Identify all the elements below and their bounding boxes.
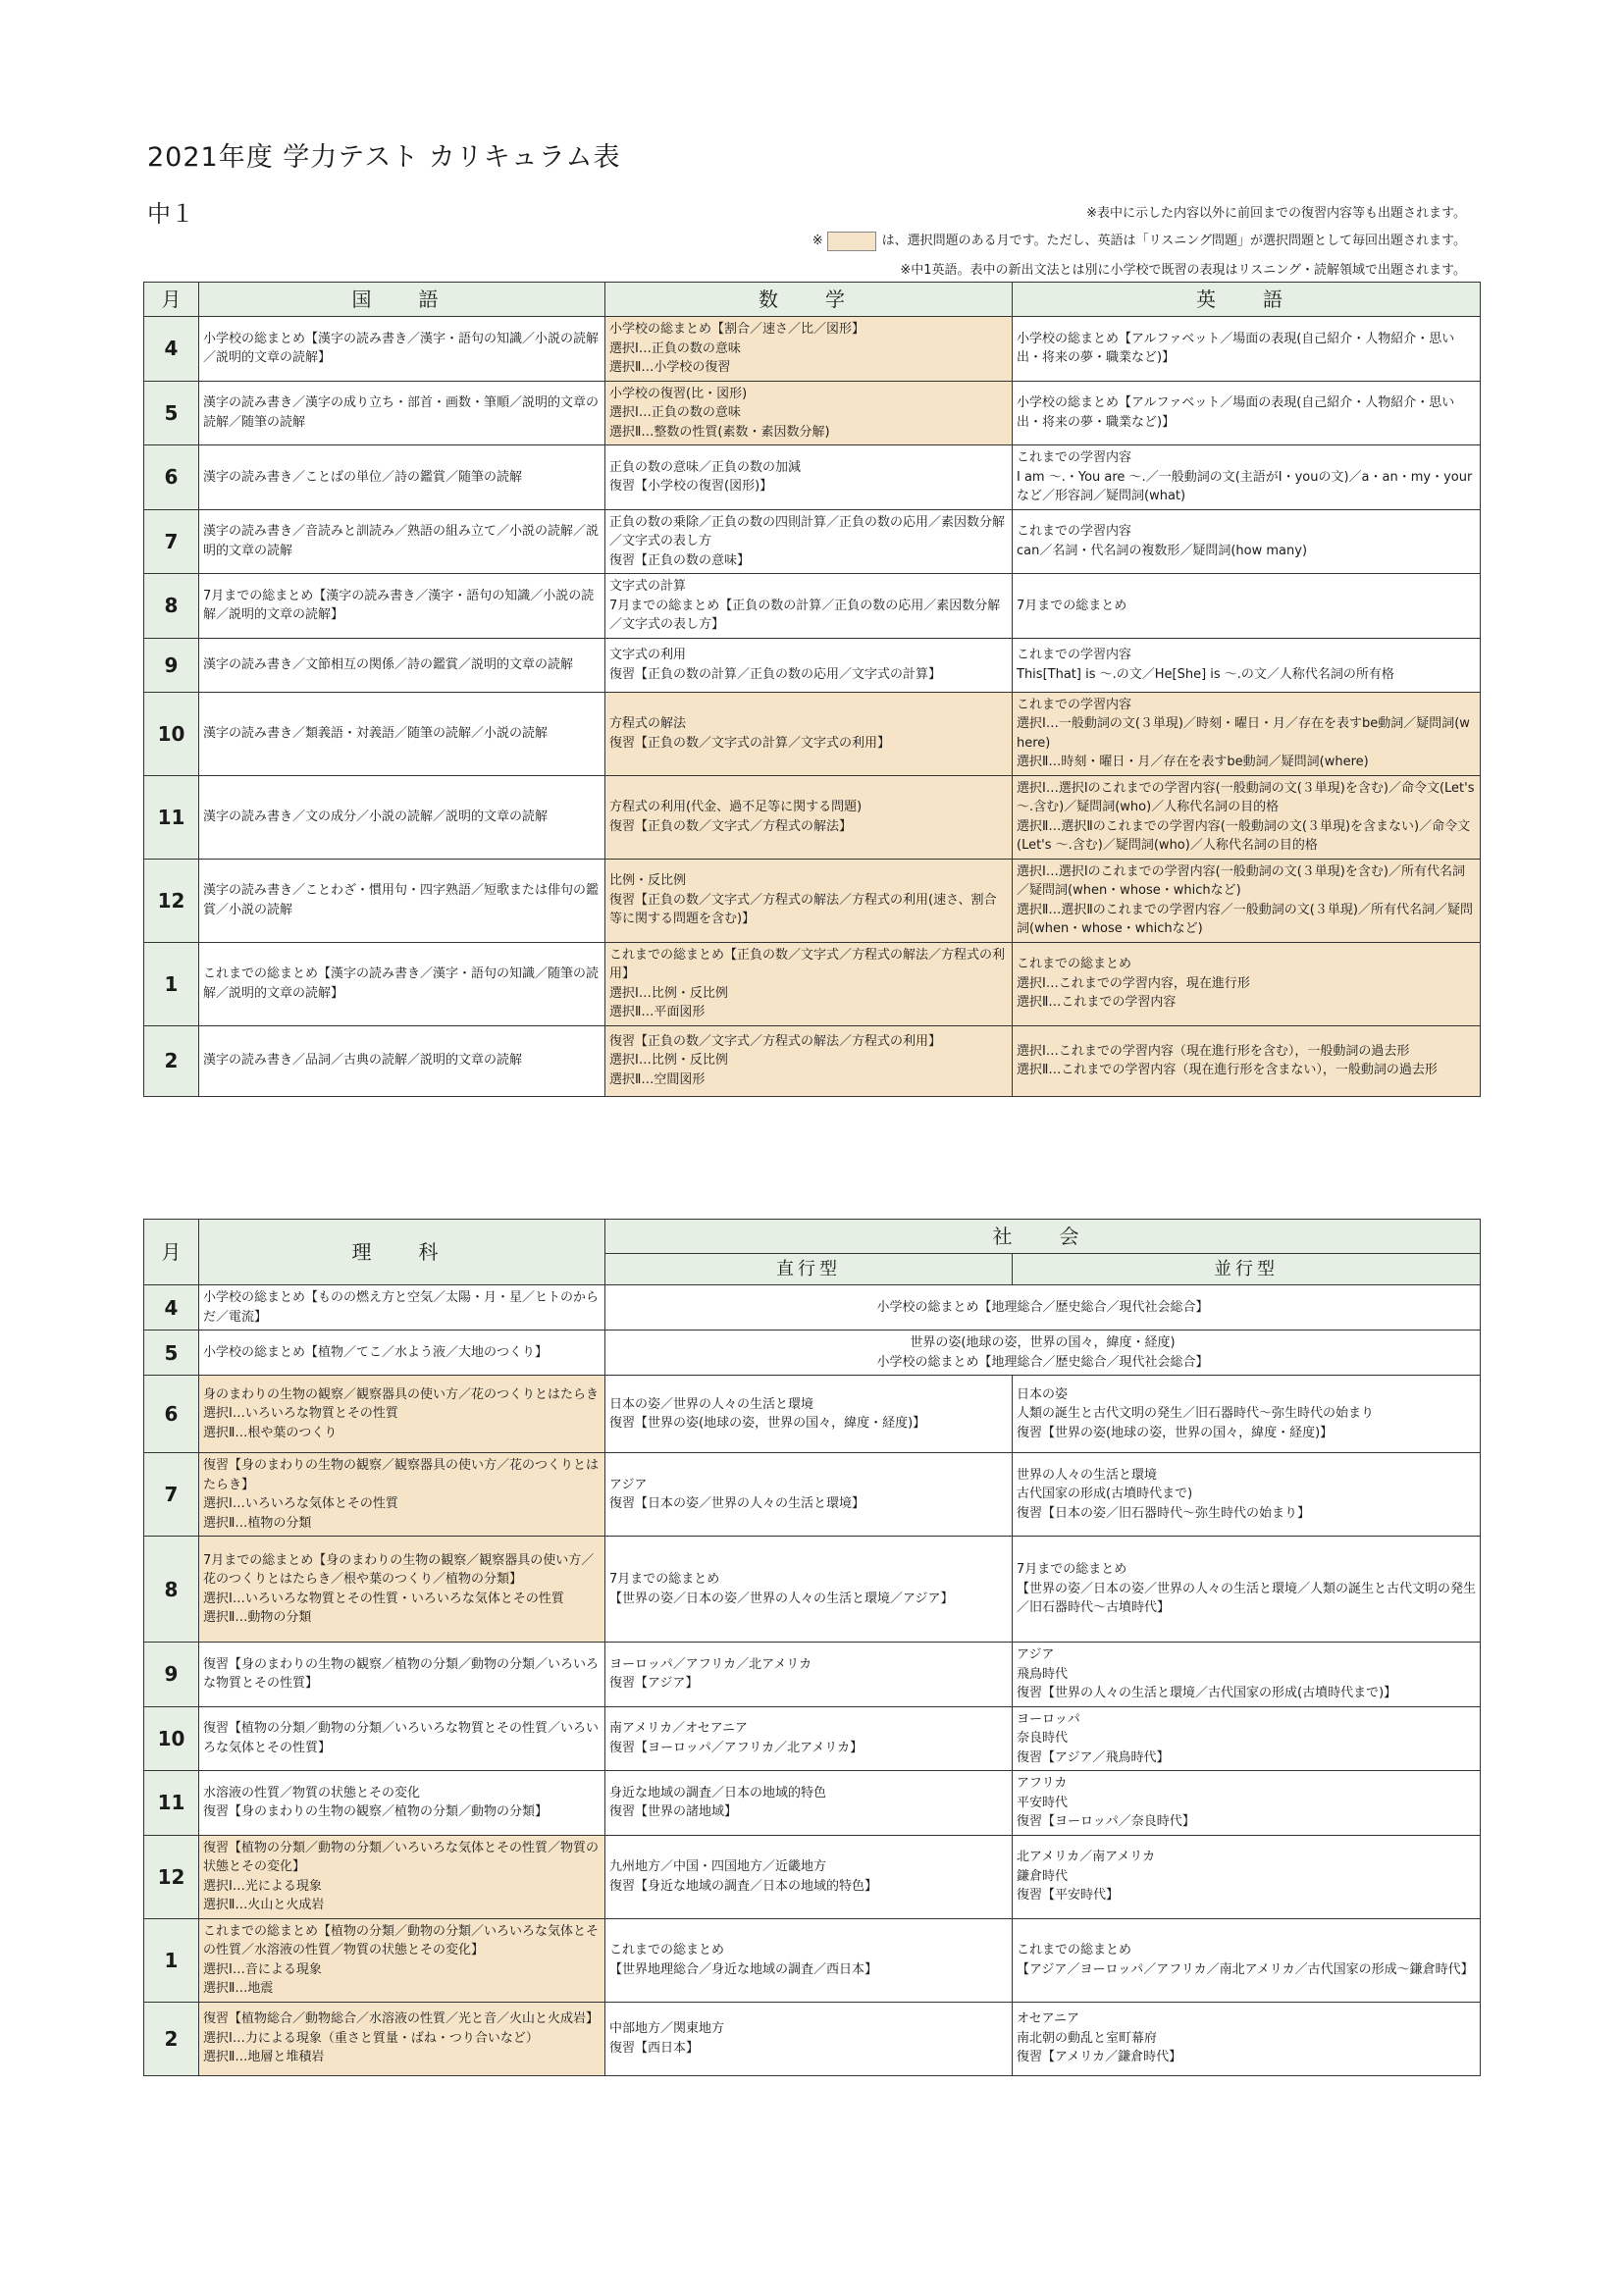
math-cell-line: これまでの総まとめ【正負の数／文字式／方程式の解法／方程式の利用】: [609, 947, 1006, 981]
english-cell: [1013, 381, 1481, 445]
social-merged-cell-line: 小学校の総まとめ【地理総合／歴史総合／現代社会総合】: [876, 1299, 1209, 1315]
japanese-cell-line: 漢字の読み書き／音読みと訓読み／熟語の組み立て／小説の読解／説明的文章の読解: [203, 524, 600, 558]
social-type-b-cell: [1013, 1835, 1481, 1918]
month-cell: 2: [144, 1025, 199, 1096]
social-type-b-cell: [1013, 1537, 1481, 1643]
month-cell: 8: [144, 1537, 199, 1643]
japanese-cell-line: 漢字の読み書き／品詞／古典の読解／説明的文章の読解: [203, 1053, 523, 1069]
table-row: [144, 1643, 1481, 1707]
science-cell-line: 7月までの総まとめ【身のまわりの生物の観察／観察器具の使い方／花のつくりとはたらき／根や葉のつくり／植物の分類】: [203, 1552, 595, 1587]
social-type-b-cell: [1013, 1376, 1481, 1453]
social-type-a-cell-line: 7月までの総まとめ: [609, 1572, 720, 1587]
social-merged-cell: [605, 1331, 1481, 1376]
english-cell: [1013, 1025, 1481, 1096]
math-cell: [605, 859, 1013, 942]
math-cell-line: 比例・反比例: [609, 873, 687, 889]
science-cell-line: 水溶液の性質／物質の状態とその変化: [203, 1785, 421, 1800]
social-type-a-cell-line: 中部地方／関東地方: [609, 2021, 725, 2036]
social-type-a-cell-line: 復習【世界の諸地域】: [609, 1804, 738, 1820]
math-cell-line: 選択Ⅱ…整数の性質(素数・素因数分解): [609, 424, 830, 440]
month-cell: 12: [144, 859, 199, 942]
social-type-a-cell: [605, 1706, 1013, 1771]
science-cell: [199, 1537, 605, 1643]
curriculum-table-1: [143, 282, 1481, 1097]
social-type-a-cell-line: 身近な地域の調査／日本の地域的特色: [609, 1785, 827, 1800]
math-cell-line: 小学校の復習(比・図形): [609, 386, 748, 401]
math-cell: [605, 638, 1013, 692]
english-cell: [1013, 445, 1481, 510]
science-cell: [199, 1376, 605, 1453]
english-cell: [1013, 775, 1481, 859]
social-type-a-cell-line: ヨーロッパ／アフリカ／北アメリカ: [609, 1656, 812, 1672]
math-cell-line: 小学校の総まとめ【割合／速さ／比／図形】: [609, 322, 865, 337]
math-cell-line: 7月までの総まとめ【正負の数の計算／正負の数の応用／素因数分解／文字式の表し方】: [609, 598, 1001, 632]
table-row: [144, 2002, 1481, 2075]
english-cell-line: 小学校の総まとめ【アルファベット／場面の表現(自己紹介・人物紹介・思い出・将来の夢・職業など)】: [1017, 331, 1455, 366]
math-cell-line: 選択Ⅰ…正負の数の意味: [609, 340, 741, 356]
table-row: [144, 1918, 1481, 2002]
japanese-cell-line: 漢字の読み書き／ことわざ・慣用句・四字熟語／短歌または俳句の鑑賞／小説の読解: [203, 883, 600, 917]
social-type-b-cell-line: 南北朝の動乱と室町幕府: [1017, 2030, 1158, 2046]
social-type-a-cell: [605, 1918, 1013, 2002]
social-type-b-cell: [1013, 1643, 1481, 1707]
japanese-cell-line: 漢字の読み書き／ことばの単位／詩の鑑賞／随筆の読解: [203, 469, 523, 485]
english-cell-line: これまでの学習内容: [1017, 524, 1132, 540]
table-row: [144, 317, 1481, 382]
social-type-a-cell: [605, 1771, 1013, 1836]
math-cell: [605, 942, 1013, 1025]
month-cell: 9: [144, 1643, 199, 1707]
header-japanese: 国 語: [199, 283, 605, 317]
science-cell-line: 復習【身のまわりの生物の観察／植物の分類／動物の分類／いろいろな物質とその性質】: [203, 1656, 600, 1692]
math-cell-line: 方程式の解法: [609, 716, 687, 731]
japanese-cell: [199, 574, 605, 639]
english-cell-line: 選択Ⅱ…時刻・曜日・月／存在を表すbe動詞／疑問詞(where): [1017, 755, 1369, 769]
english-cell: [1013, 509, 1481, 574]
math-cell-line: 復習【正負の数／文字式の計算／文字式の利用】: [609, 735, 891, 751]
science-cell: [199, 1835, 605, 1918]
japanese-cell-line: 7月までの総まとめ【漢字の読み書き／漢字・語句の知識／小説の読解／説明的文章の読解】: [203, 588, 595, 623]
english-cell-line: これまでの学習内容: [1017, 697, 1132, 712]
table-row: [144, 859, 1481, 942]
math-cell-line: 選択Ⅱ…空間図形: [609, 1071, 706, 1087]
english-cell: [1013, 942, 1481, 1025]
table-row: [144, 638, 1481, 692]
table-row: [144, 1025, 1481, 1096]
english-cell: [1013, 692, 1481, 775]
english-cell: [1013, 638, 1481, 692]
social-type-b-cell-line: 鎌倉時代: [1017, 1868, 1069, 1884]
science-cell-line: 選択Ⅰ…光による現象: [203, 1878, 322, 1894]
note-english: ※中1英語。表中の新出文法とは別に小学校で既習の表現はリスニング・読解領域で出題されます。: [900, 263, 1466, 278]
english-cell-line: これまでの学習内容: [1017, 648, 1132, 662]
table-row: [144, 775, 1481, 859]
social-type-b-cell-line: 世界の人々の生活と環境: [1017, 1467, 1158, 1483]
science-cell-line: 復習【身のまわりの生物の観察／観察器具の使い方／花のつくりとはたらき】: [203, 1458, 600, 1492]
social-type-a-cell: [605, 1453, 1013, 1537]
social-type-b-cell-line: 復習【ヨーロッパ／奈良時代】: [1017, 1814, 1195, 1829]
japanese-cell: [199, 638, 605, 692]
social-merged-cell: [605, 1285, 1481, 1331]
math-cell: [605, 692, 1013, 775]
month-cell: 2: [144, 2002, 199, 2075]
english-cell-line: 選択Ⅱ…選択Ⅱのこれまでの学習内容／一般動詞の文(３単現)／所有代名詞／疑問詞(when・whose・whichなど): [1017, 902, 1473, 936]
social-type-a-cell-line: 日本の姿／世界の人々の生活と環境: [609, 1396, 814, 1412]
science-cell-line: 選択Ⅰ…いろいろな物質とその性質: [203, 1406, 398, 1422]
table-row: [144, 942, 1481, 1025]
note-selection-prefix: ※: [812, 234, 823, 248]
social-type-b-cell-line: ヨーロッパ: [1017, 1711, 1080, 1727]
science-cell: [199, 1285, 605, 1331]
math-cell-line: 文字式の計算: [609, 579, 687, 594]
math-cell-line: 文字式の利用: [609, 648, 687, 662]
japanese-cell: [199, 775, 605, 859]
science-cell-line: 選択Ⅰ…いろいろな物質とその性質・いろいろな気体とその性質: [203, 1591, 564, 1606]
social-type-b-cell: [1013, 2002, 1481, 2075]
month-cell: 6: [144, 445, 199, 510]
english-cell: [1013, 859, 1481, 942]
header-math: 数 学: [605, 283, 1013, 317]
social-type-b-cell-line: 【アジア／ヨーロッパ／アフリカ／南北アメリカ／古代国家の形成～鎌倉時代】: [1017, 1961, 1474, 1977]
english-cell-line: This[That] is ～.の文／He[She] is ～.の文／人称代名詞の所有格: [1017, 666, 1394, 682]
page-title: 2021年度 学力テスト カリキュラム表: [147, 142, 621, 173]
month-cell: 7: [144, 509, 199, 574]
table-2-body: [144, 1285, 1481, 2076]
science-cell-line: 小学校の総まとめ【植物／てこ／水よう液／大地のつくり】: [203, 1344, 549, 1360]
table-row: [144, 445, 1481, 510]
science-cell-line: 選択Ⅰ…いろいろな気体とその性質: [203, 1496, 398, 1511]
english-cell: [1013, 317, 1481, 382]
japanese-cell-line: これまでの総まとめ【漢字の読み書き／漢字・語句の知識／随筆の読解／説明的文章の読解】: [203, 966, 600, 1001]
social-type-b-cell-line: 古代国家の形成(古墳時代まで): [1017, 1487, 1193, 1502]
social-type-a-cell: [605, 2002, 1013, 2075]
social-type-a-cell-line: 【世界の姿／日本の姿／世界の人々の生活と環境／アジア】: [609, 1591, 954, 1606]
math-cell: [605, 445, 1013, 510]
table-row: [144, 692, 1481, 775]
social-type-a-cell-line: 南アメリカ／オセアニア: [609, 1721, 749, 1737]
social-type-b-cell-line: オセアニア: [1017, 2011, 1079, 2027]
selection-swatch: [827, 232, 876, 251]
social-type-b-cell-line: 復習【世界の姿(地球の姿，世界の国々，緯度・経度)】: [1017, 1425, 1334, 1440]
math-cell-line: 復習【正負の数の意味】: [609, 552, 751, 568]
math-cell-line: 復習【正負の数／文字式／方程式の解法／方程式の利用(速さ、割合等に関する問題を含む)】: [609, 892, 997, 927]
header-month-2: 月: [144, 1220, 199, 1285]
math-cell-line: 正負の数の意味／正負の数の加減: [609, 459, 802, 475]
table-row: [144, 1706, 1481, 1771]
month-cell: 10: [144, 1706, 199, 1771]
science-cell: [199, 1771, 605, 1836]
month-cell: 8: [144, 574, 199, 639]
science-cell: [199, 1331, 605, 1376]
japanese-cell-line: 漢字の読み書き／類義語・対義語／随筆の読解／小説の読解: [203, 725, 549, 741]
english-cell-line: 選択Ⅰ…選択Ⅰのこれまでの学習内容(一般動詞の文(３単現)を含む)／所有代名詞／疑問詞(when・whose・whichなど): [1017, 863, 1465, 898]
social-type-b-cell-line: 復習【日本の姿／旧石器時代～弥生時代の始まり】: [1017, 1505, 1311, 1521]
science-cell-line: 選択Ⅱ…火山と火成岩: [203, 1898, 325, 1912]
table-row: [144, 1285, 1481, 1331]
english-cell-line: これまでの学習内容: [1017, 450, 1132, 465]
english-cell: [1013, 574, 1481, 639]
math-cell: [605, 381, 1013, 445]
japanese-cell: [199, 509, 605, 574]
header-social: 社 会: [605, 1220, 1481, 1254]
social-type-b-cell: [1013, 1706, 1481, 1771]
social-type-b-cell-line: 平安時代: [1017, 1795, 1069, 1810]
english-cell-line: 選択Ⅰ…選択Ⅰのこれまでの学習内容(一般動詞の文(３単現)を含む)／命令文(Let's ～.含む)／疑問詞(who)／人称代名詞の目的格: [1017, 780, 1475, 814]
table-1-body: [144, 317, 1481, 1097]
science-cell-line: 選択Ⅱ…動物の分類: [203, 1610, 312, 1625]
english-cell-line: 選択Ⅱ…これまでの学習内容（現在進行形を含まない），一般動詞の過去形: [1017, 1063, 1438, 1077]
social-type-b-cell-line: 北アメリカ／南アメリカ: [1017, 1850, 1156, 1865]
science-cell-line: 選択Ⅱ…植物の分類: [203, 1515, 312, 1531]
social-merged-cell-line: 小学校の総まとめ【地理総合／歴史総合／現代社会総合】: [876, 1354, 1209, 1370]
header-science: 理 科: [199, 1220, 605, 1285]
table-row: [144, 1453, 1481, 1537]
japanese-cell: [199, 381, 605, 445]
month-cell: 11: [144, 775, 199, 859]
math-cell-line: 復習【小学校の復習(図形)】: [609, 479, 773, 495]
month-cell: 7: [144, 1453, 199, 1537]
japanese-cell: [199, 1025, 605, 1096]
english-cell-line: 選択Ⅰ…これまでの学習内容（現在進行形を含む），一般動詞の過去形: [1017, 1043, 1410, 1059]
science-cell-line: 復習【植物の分類／動物の分類／いろいろな気体とその性質／物質の状態とその変化】: [203, 1840, 600, 1874]
month-cell: 5: [144, 381, 199, 445]
social-type-b-cell: [1013, 1453, 1481, 1537]
math-cell-line: 選択Ⅰ…正負の数の意味: [609, 405, 741, 420]
social-type-b-cell-line: アジア: [1017, 1647, 1055, 1662]
social-type-a-cell-line: 復習【西日本】: [609, 2040, 700, 2056]
month-cell: 10: [144, 692, 199, 775]
social-type-b-cell-line: 7月までの総まとめ: [1017, 1562, 1127, 1578]
social-type-b-cell-line: 日本の姿: [1017, 1386, 1069, 1402]
japanese-cell: [199, 942, 605, 1025]
japanese-cell: [199, 445, 605, 510]
math-cell: [605, 574, 1013, 639]
header-type-a: 直行型: [605, 1254, 1013, 1285]
note-selection-text: は、選択問題のある月です。ただし、英語は「リスニング問題」が選択問題として毎回出題されます。: [881, 234, 1466, 248]
japanese-cell: [199, 859, 605, 942]
social-type-b-cell: [1013, 1771, 1481, 1836]
math-cell-line: 選択Ⅰ…比例・反比例: [609, 1053, 728, 1069]
social-type-b-cell: [1013, 1918, 1481, 2002]
english-cell-line: can／名詞・代名詞の複数形／疑問詞(how many): [1017, 543, 1308, 558]
japanese-cell: [199, 692, 605, 775]
note-review: ※表中に示した内容以外に前回までの復習内容等も出題されます。: [1086, 206, 1466, 221]
table-row: [144, 574, 1481, 639]
science-cell-line: 選択Ⅰ…力による現象（重さと質量・ばね・つり合いなど）: [203, 2030, 539, 2046]
science-cell: [199, 1918, 605, 2002]
science-cell-line: 復習【植物の分類／動物の分類／いろいろな物質とその性質／いろいろな気体とその性質】: [203, 1721, 600, 1755]
social-merged-cell-line: 世界の姿(地球の姿，世界の国々，緯度・経度): [910, 1335, 1176, 1350]
social-type-b-cell-line: 復習【平安時代】: [1017, 1888, 1120, 1904]
science-cell: [199, 2002, 605, 2075]
science-cell-line: 復習【身のまわりの生物の観察／植物の分類／動物の分類】: [203, 1804, 549, 1820]
japanese-cell-line: 漢字の読み書き／文節相互の関係／詩の鑑賞／説明的文章の読解: [203, 656, 574, 672]
header-english: 英 語: [1013, 283, 1481, 317]
japanese-cell-line: 小学校の総まとめ【漢字の読み書き／漢字・語句の知識／小説の読解／説明的文章の読解】: [203, 331, 600, 366]
social-type-a-cell: [605, 1376, 1013, 1453]
math-cell: [605, 317, 1013, 382]
math-cell-line: 選択Ⅱ…平面図形: [609, 1005, 706, 1019]
math-cell: [605, 775, 1013, 859]
social-type-a-cell-line: 復習【アジア】: [609, 1676, 699, 1692]
english-cell-line: これまでの総まとめ: [1017, 957, 1132, 972]
math-cell-line: 復習【正負の数／文字式／方程式の解法】: [609, 818, 853, 834]
social-type-b-cell-line: 復習【アメリカ／鎌倉時代】: [1017, 2050, 1182, 2065]
table-row: [144, 1331, 1481, 1376]
month-cell: 6: [144, 1376, 199, 1453]
month-cell: 1: [144, 942, 199, 1025]
month-cell: 9: [144, 638, 199, 692]
science-cell-line: これまでの総まとめ【植物の分類／動物の分類／いろいろな気体とその性質／水溶液の性質／物質の状態とその変化】: [203, 1923, 600, 1957]
science-cell: [199, 1453, 605, 1537]
social-type-b-cell-line: 復習【アジア／飛鳥時代】: [1017, 1749, 1170, 1765]
table-row: [144, 509, 1481, 574]
math-cell-line: 復習【正負の数／文字式／方程式の解法／方程式の利用】: [609, 1033, 942, 1049]
social-type-a-cell-line: アジア: [609, 1477, 648, 1492]
grade-label: 中１: [147, 200, 194, 228]
table-row: [144, 1537, 1481, 1643]
header-type-b: 並行型: [1013, 1254, 1481, 1285]
science-cell-line: 選択Ⅱ…地震: [203, 1981, 274, 1996]
social-type-a-cell-line: これまでの総まとめ: [609, 1943, 725, 1957]
english-cell-line: 選択Ⅰ…一般動詞の文(３単現)／時刻・曜日・月／存在を表すbe動詞／疑問詞(where): [1017, 716, 1470, 751]
science-cell-line: 選択Ⅰ…音による現象: [203, 1961, 322, 1977]
math-cell-line: 正負の数の乗除／正負の数の四則計算／正負の数の応用／素因数分解／文字式の表し方: [609, 514, 1006, 548]
table-row: [144, 1771, 1481, 1836]
month-cell: 11: [144, 1771, 199, 1836]
month-cell: 12: [144, 1835, 199, 1918]
social-type-a-cell-line: 復習【身近な地域の調査／日本の地域的特色】: [609, 1878, 878, 1894]
math-cell: [605, 509, 1013, 574]
science-cell-line: 選択Ⅱ…根や葉のつくり: [203, 1425, 338, 1440]
social-type-b-cell-line: 飛鳥時代: [1017, 1666, 1069, 1682]
month-cell: 4: [144, 317, 199, 382]
japanese-cell-line: 漢字の読み書き／文の成分／小説の読解／説明的文章の読解: [203, 809, 549, 824]
table-row: [144, 1835, 1481, 1918]
science-cell-line: 選択Ⅱ…地層と堆積岩: [203, 2050, 325, 2065]
social-type-b-cell-line: 復習【世界の人々の生活と環境／古代国家の形成(古墳時代まで)】: [1017, 1686, 1397, 1700]
math-cell: [605, 1025, 1013, 1096]
social-type-b-cell-line: 【世界の姿／日本の姿／世界の人々の生活と環境／人類の誕生と古代文明の発生／旧石器時代～古墳時代】: [1017, 1581, 1477, 1616]
english-cell-line: 選択Ⅱ…選択Ⅱのこれまでの学習内容(一般動詞の文(３単現)を含まない)／命令文(Let's ～.含む)／疑問詞(who)／人称代名詞の目的格: [1017, 818, 1471, 853]
social-type-a-cell-line: 復習【ヨーロッパ／アフリカ／北アメリカ】: [609, 1740, 864, 1755]
table-row: [144, 1376, 1481, 1453]
curriculum-table-2: [143, 1219, 1481, 2076]
social-type-a-cell: [605, 1643, 1013, 1707]
social-type-b-cell-line: これまでの総まとめ: [1017, 1943, 1132, 1957]
note-selection: [812, 230, 1466, 251]
japanese-cell-line: 漢字の読み書き／漢字の成り立ち・部首・画数・筆順／説明的文章の読解／随筆の読解: [203, 395, 600, 430]
math-cell-line: 選択Ⅱ…小学校の復習: [609, 360, 731, 375]
math-cell-line: 選択Ⅰ…比例・反比例: [609, 985, 728, 1001]
english-cell-line: 小学校の総まとめ【アルファベット／場面の表現(自己紹介・人物紹介・思い出・将来の夢・職業など)】: [1017, 395, 1455, 430]
month-cell: 1: [144, 1918, 199, 2002]
header-month: 月: [144, 283, 199, 317]
science-cell: [199, 1706, 605, 1771]
science-cell-line: 小学校の総まとめ【ものの燃え方と空気／太陽・月・星／ヒトのからだ／電流】: [203, 1290, 600, 1325]
social-type-b-cell-line: 人類の誕生と古代文明の発生／旧石器時代～弥生時代の始まり: [1017, 1406, 1375, 1422]
social-type-a-cell-line: 【世界地理総合／身近な地域の調査／西日本】: [609, 1961, 878, 1977]
social-type-a-cell-line: 復習【日本の姿／世界の人々の生活と環境】: [609, 1496, 865, 1511]
math-cell-line: 方程式の利用(代金、過不足等に関する問題): [609, 800, 863, 814]
social-type-b-cell-line: アフリカ: [1017, 1776, 1068, 1791]
social-type-a-cell-line: 九州地方／中国・四国地方／近畿地方: [609, 1859, 827, 1874]
science-cell: [199, 1643, 605, 1707]
english-cell-line: 7月までの総まとめ: [1017, 598, 1127, 613]
social-type-a-cell: [605, 1835, 1013, 1918]
english-cell-line: 選択Ⅱ…これまでの学習内容: [1017, 995, 1177, 1011]
table-row: [144, 381, 1481, 445]
science-cell-line: 復習【植物総合／動物総合／水溶液の性質／光と音／火山と火成岩】: [203, 2011, 600, 2027]
science-cell-line: 身のまわりの生物の観察／観察器具の使い方／花のつくりとはたらき: [203, 1386, 600, 1402]
social-type-a-cell: [605, 1537, 1013, 1643]
english-cell-line: I am ～.・You are ～.／一般動詞の文(主語がI・youの文)／a・an・my・yourなど／形容詞／疑問詞(what): [1017, 469, 1473, 503]
social-type-a-cell-line: 復習【世界の姿(地球の姿，世界の国々，緯度・経度)】: [609, 1416, 926, 1431]
math-cell-line: 復習【正負の数の計算／正負の数の応用／文字式の計算】: [609, 666, 942, 682]
japanese-cell: [199, 317, 605, 382]
month-cell: 4: [144, 1285, 199, 1331]
social-type-b-cell-line: 奈良時代: [1017, 1731, 1069, 1746]
month-cell: 5: [144, 1331, 199, 1376]
english-cell-line: 選択Ⅰ…これまでの学習内容，現在進行形: [1017, 975, 1250, 991]
